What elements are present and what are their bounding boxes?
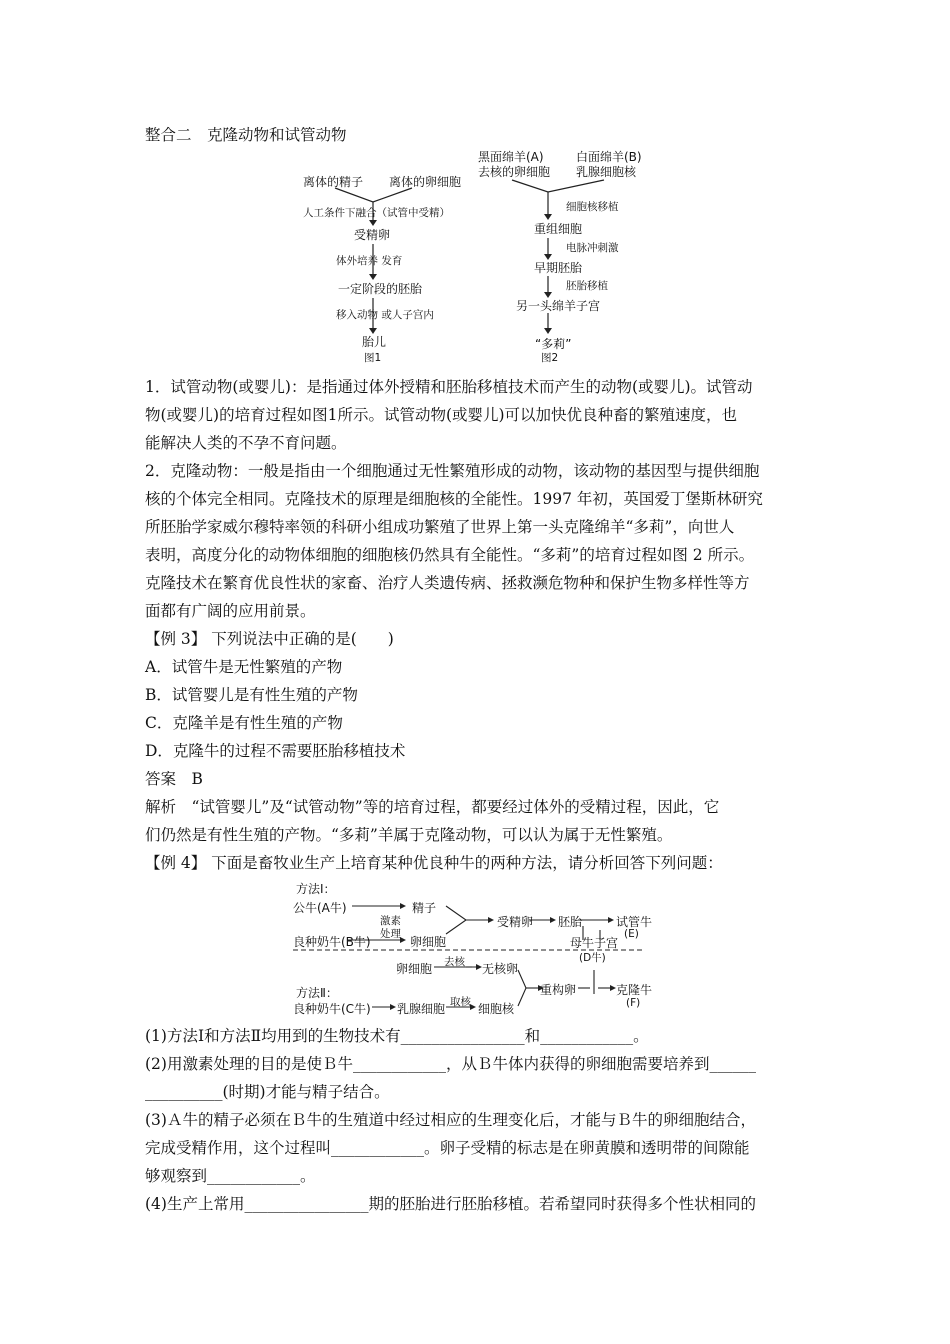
option-c: C．克隆羊是有性生殖的产物 — [145, 714, 343, 732]
fig2-early-embryo: 早期胚胎 — [534, 261, 583, 275]
analysis-line: 们仍然是有性生殖的产物。“多莉”羊属于克隆动物，可以认为属于无性繁殖。 — [145, 826, 673, 844]
para-line: 物(或婴儿)的培育过程如图1所示。试管动物(或婴儿)可以加快优良种畜的繁殖速度，也 — [145, 406, 738, 424]
fig2-sheepA-line2: 去核的卵细胞 — [478, 165, 551, 179]
fig3-D: (D牛) — [579, 952, 606, 964]
fig3-method2: 方法Ⅱ： — [296, 986, 338, 1000]
example3-title: 【例 3】 下列说法中正确的是( ) — [145, 630, 394, 648]
para-line: 2．克隆动物：一般是指由一个细胞通过无性繁殖形成的动物，该动物的基因型与提供细胞 — [145, 462, 760, 480]
fig3-enucleate: 去核 — [444, 956, 465, 968]
fig3-nucleus: 细胞核 — [478, 1002, 515, 1016]
fig3-hormone2: 处理 — [380, 928, 401, 940]
fig3-uterus: 母牛子宫 — [570, 936, 619, 950]
fig3-extract: 取核 — [450, 996, 471, 1008]
para-line: 所胚胎学家威尔穆特率领的科研小组成功繁殖了世界上第一头克隆绵羊“多莉”，向世人 — [145, 518, 735, 536]
fig1-fuse-label: 人工条件下融合（试管中受精） — [303, 207, 450, 219]
option-d: D．克隆牛的过程不需要胚胎移植技术 — [145, 742, 406, 760]
fig3-E: (E) — [624, 928, 639, 940]
fig2-step3: 胚胎移植 — [566, 280, 608, 292]
example4-title: 【例 4】 下面是畜牧业生产上培育某种优良种牛的两种方法，请分析回答下列问题： — [145, 854, 723, 872]
question-line: 完成受精作用，这个过程叫____________。卵子受精的标志是在卵黄膜和透明带的间隙能 — [145, 1139, 750, 1157]
para-line: 能解决人类的不孕不育问题。 — [145, 434, 347, 452]
fig2-sheepB-line1: 白面绵羊(B) — [576, 150, 642, 164]
fig1-embryo: 一定阶段的胚胎 — [338, 282, 423, 296]
fig3-cowB: 良种奶牛(B牛) — [293, 935, 371, 949]
fig3-embryo: 胚胎 — [558, 915, 583, 929]
fig2-dolly: “多莉” — [535, 337, 572, 351]
question-line: (3)Ａ牛的精子必须在Ｂ牛的生殖道中经过相应的生理变化后，才能与Ｂ牛的卵细胞结合， — [145, 1111, 756, 1129]
fig1-step3: 移入动物 或人子宫内 — [336, 309, 434, 321]
fig3-F: (F) — [626, 997, 641, 1009]
question-line: (1)方法Ⅰ和方法Ⅱ均用到的生物技术有________________和____________。 — [145, 1027, 649, 1045]
question-line: 够观察到____________。 — [145, 1167, 316, 1185]
question-line: (4)生产上常用________________期的胚胎进行胚胎移植。若希望同时获得多个性状相同的 — [145, 1195, 756, 1213]
fig3-bullA: 公牛(A牛) — [293, 901, 347, 915]
fig3-test-tube-cow: 试管牛 — [616, 915, 653, 929]
fig2-caption: 图2 — [541, 352, 559, 364]
para-line: 1．试管动物(或婴儿)：是指通过体外授精和胚胎移植技术而产生的动物(或婴儿)。试管动 — [145, 378, 753, 396]
option-a: A．试管牛是无性繁殖的产物 — [145, 658, 343, 676]
fig2-step1: 细胞核移植 — [566, 201, 619, 213]
fig1-caption: 图1 — [364, 352, 382, 364]
option-b: B．试管婴儿是有性生殖的产物 — [145, 686, 358, 704]
fig3-sperm: 精子 — [412, 901, 437, 915]
fig1-zygote: 受精卵 — [354, 228, 391, 242]
fig2-sheepB-line2: 乳腺细胞核 — [576, 165, 637, 179]
fig1-sperm: 离体的精子 — [303, 175, 364, 189]
para-line: 核的个体完全相同。克隆技术的原理是细胞核的全能性。1997 年初，英国爱丁堡斯林研究 — [145, 490, 763, 508]
fig2-uterus: 另一头绵羊子宫 — [516, 299, 601, 313]
section-heading: 整合二 克隆动物和试管动物 — [145, 126, 347, 144]
fig3-enucleated: 无核卵 — [482, 962, 519, 976]
para-line: 克隆技术在繁育优良性状的家畜、治疗人类遗传病、拯救濒危物种和保护生物多样性等方 — [145, 574, 750, 592]
question-line: __________(时期)才能与精子结合。 — [145, 1083, 390, 1101]
fig3-reconstructed: 重构卵 — [540, 983, 577, 997]
fig3-egg: 卵细胞 — [410, 935, 447, 949]
para-line: 面都有广阔的应用前景。 — [145, 602, 316, 620]
fig3-zygote: 受精卵 — [497, 915, 534, 929]
fig1-fetus: 胎儿 — [362, 335, 387, 349]
fig1-egg: 离体的卵细胞 — [389, 175, 462, 189]
answer: 答案 B — [145, 770, 203, 788]
fig3-hormone1: 激素 — [380, 915, 401, 927]
fig3-mammary: 乳腺细胞 — [397, 1002, 446, 1016]
fig3-egg2: 卵细胞 — [396, 962, 433, 976]
fig2-recombined: 重组细胞 — [534, 222, 583, 236]
fig2-step2: 电脉冲刺激 — [566, 242, 619, 254]
question-line: (2)用激素处理的目的是使Ｂ牛____________，从Ｂ牛体内获得的卵细胞需要培养到______ — [145, 1055, 756, 1073]
para-line: 表明，高度分化的动物体细胞的细胞核仍然具有全能性。“多莉”的培育过程如图 2 所示。 — [145, 546, 755, 564]
fig2-sheepA-line1: 黑面绵羊(A) — [478, 150, 544, 164]
fig3-method1: 方法Ⅰ： — [296, 882, 336, 896]
fig3-clone-cow: 克隆牛 — [616, 983, 653, 997]
fig3-cowC: 良种奶牛(C牛) — [293, 1002, 371, 1016]
analysis-line: 解析 “试管婴儿”及“试管动物”等的培育过程，都要经过体外的受精过程，因此，它 — [145, 798, 720, 816]
fig1-step2: 体外培养 发育 — [336, 255, 403, 267]
